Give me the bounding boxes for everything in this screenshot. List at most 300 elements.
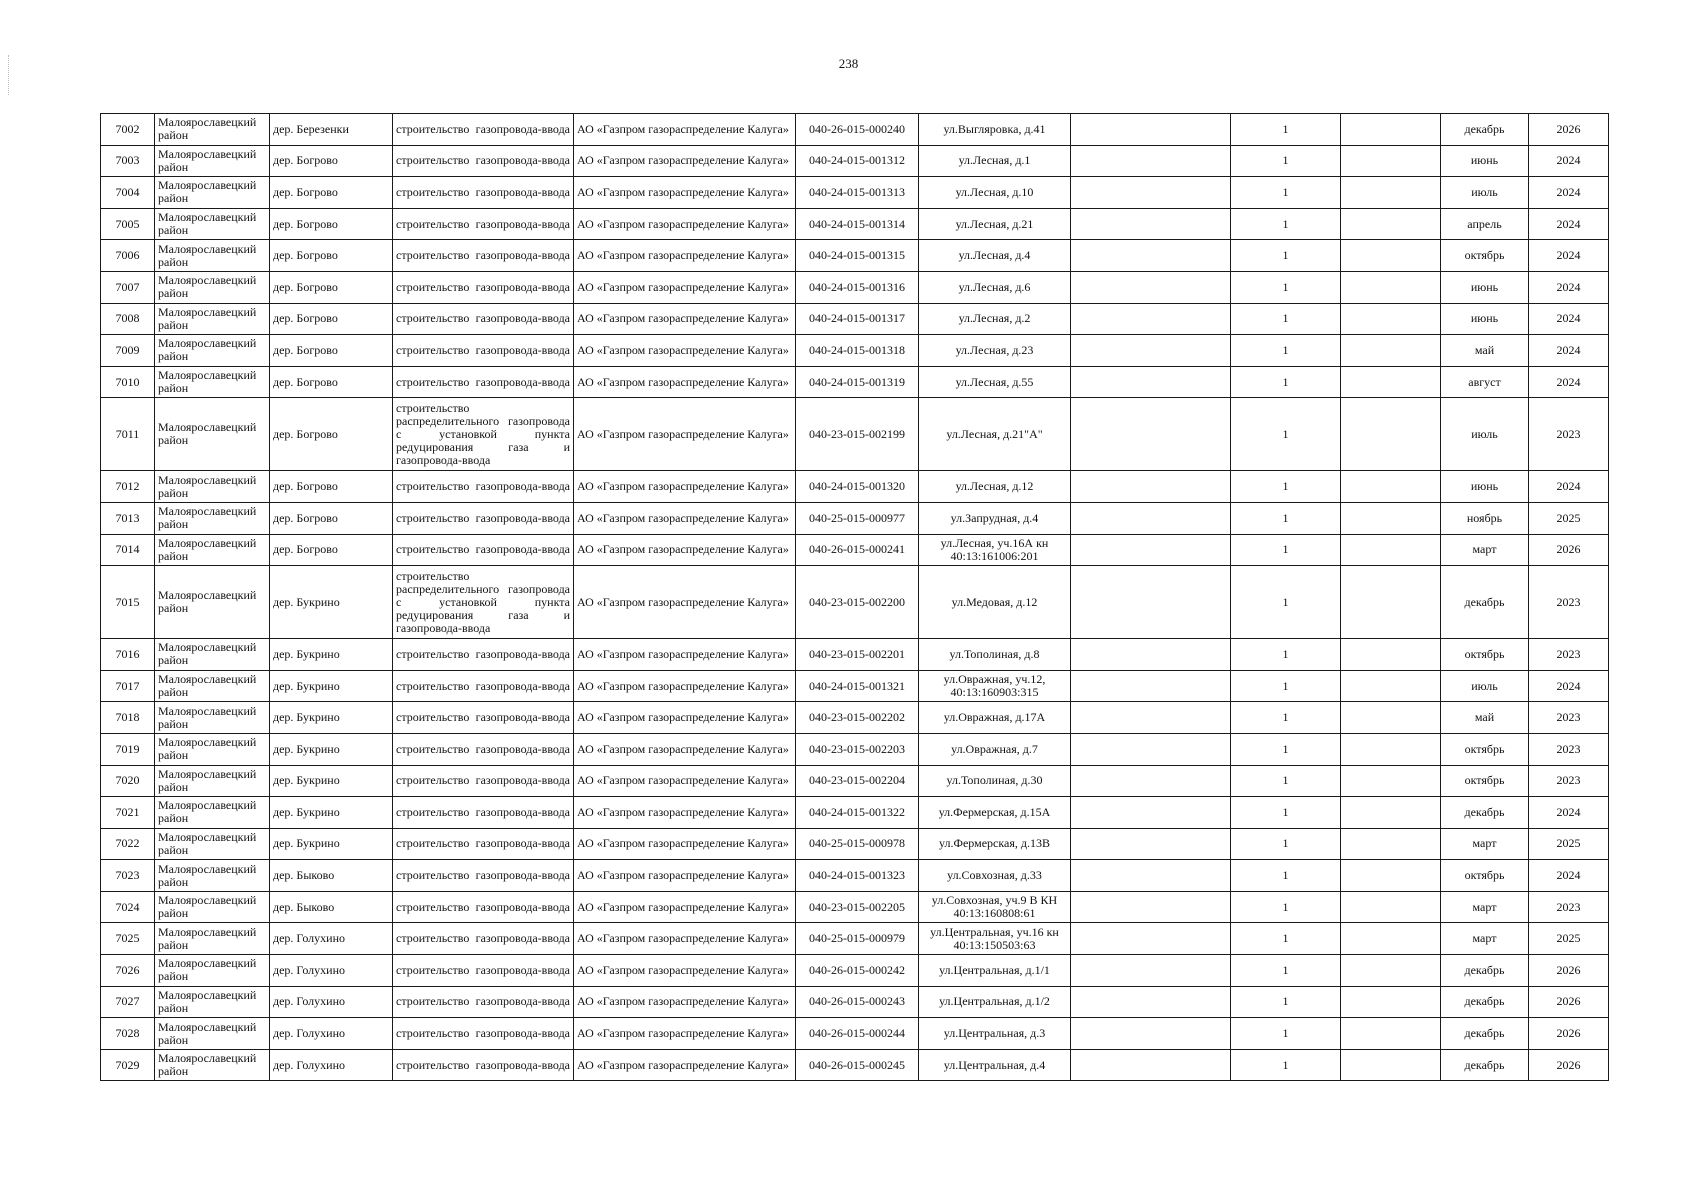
month-cell: июль — [1441, 177, 1529, 209]
village-cell: дер. Голухино — [270, 1018, 393, 1050]
row-number: 7022 — [101, 828, 155, 860]
object-code-cell: 040-24-015-001318 — [796, 335, 919, 367]
work-type-cell: строительство газопровода-ввода — [393, 145, 574, 177]
address-cell: ул.Лесная, д.55 — [919, 366, 1071, 398]
address-cell: ул.Центральная, д.3 — [919, 1018, 1071, 1050]
empty-cell — [1341, 471, 1441, 503]
address-cell: ул.Совхозная, уч.9 В КН 40:13:160808:61 — [919, 891, 1071, 923]
empty-cell — [1341, 733, 1441, 765]
object-code-cell: 040-26-015-000245 — [796, 1049, 919, 1081]
table-row — [101, 923, 1609, 955]
district-cell: Малоярославецкий район — [155, 702, 270, 734]
month-cell: июнь — [1441, 303, 1529, 335]
organization-cell: АО «Газпром газораспределение Калуга» — [574, 208, 796, 240]
village-cell: дер. Богрово — [270, 208, 393, 240]
village-cell: дер. Быково — [270, 891, 393, 923]
organization-cell: АО «Газпром газораспределение Калуга» — [574, 303, 796, 335]
organization-cell: АО «Газпром газораспределение Калуга» — [574, 534, 796, 566]
quantity-cell: 1 — [1231, 1018, 1341, 1050]
work-type-cell: строительство распределительного газопровода с установкой пункта редуцирования газа и газопровода-ввода — [393, 566, 574, 639]
organization-cell: АО «Газпром газораспределение Калуга» — [574, 955, 796, 987]
empty-cell — [1071, 145, 1231, 177]
month-cell: июнь — [1441, 145, 1529, 177]
month-cell: июль — [1441, 670, 1529, 702]
row-number: 7012 — [101, 471, 155, 503]
month-cell: октябрь — [1441, 860, 1529, 892]
district-cell: Малоярославецкий район — [155, 765, 270, 797]
district-cell: Малоярославецкий район — [155, 271, 270, 303]
village-cell: дер. Букрино — [270, 828, 393, 860]
district-cell: Малоярославецкий район — [155, 366, 270, 398]
work-type-cell: строительство газопровода-ввода — [393, 860, 574, 892]
object-code-cell: 040-23-015-002205 — [796, 891, 919, 923]
work-type-cell: строительство газопровода-ввода — [393, 670, 574, 702]
work-type-cell: строительство газопровода-ввода — [393, 335, 574, 367]
empty-cell — [1071, 177, 1231, 209]
quantity-cell: 1 — [1231, 335, 1341, 367]
district-cell: Малоярославецкий район — [155, 145, 270, 177]
district-cell: Малоярославецкий район — [155, 828, 270, 860]
empty-cell — [1071, 471, 1231, 503]
address-cell: ул.Медовая, д.12 — [919, 566, 1071, 639]
table-row — [101, 303, 1609, 335]
empty-cell — [1341, 240, 1441, 272]
object-code-cell: 040-24-015-001313 — [796, 177, 919, 209]
work-type-cell: строительство газопровода-ввода — [393, 303, 574, 335]
work-type-cell: строительство газопровода-ввода — [393, 471, 574, 503]
village-cell: дер. Букрино — [270, 670, 393, 702]
row-number: 7020 — [101, 765, 155, 797]
address-cell: ул.Центральная, д.1/1 — [919, 955, 1071, 987]
table-row — [101, 955, 1609, 987]
year-cell: 2024 — [1529, 860, 1609, 892]
address-cell: ул.Тополиная, д.8 — [919, 639, 1071, 671]
quantity-cell: 1 — [1231, 860, 1341, 892]
year-cell: 2023 — [1529, 639, 1609, 671]
quantity-cell: 1 — [1231, 303, 1341, 335]
table-row — [101, 639, 1609, 671]
year-cell: 2024 — [1529, 471, 1609, 503]
empty-cell — [1071, 208, 1231, 240]
page-number: 238 — [838, 56, 859, 71]
year-cell: 2024 — [1529, 797, 1609, 829]
district-cell: Малоярославецкий район — [155, 639, 270, 671]
organization-cell: АО «Газпром газораспределение Калуга» — [574, 114, 796, 146]
address-cell: ул.Лесная, д.12 — [919, 471, 1071, 503]
month-cell: ноябрь — [1441, 502, 1529, 534]
empty-cell — [1341, 923, 1441, 955]
table-row — [101, 702, 1609, 734]
object-code-cell: 040-24-015-001314 — [796, 208, 919, 240]
empty-cell — [1071, 955, 1231, 987]
village-cell: дер. Букрино — [270, 733, 393, 765]
village-cell: дер. Букрино — [270, 765, 393, 797]
table-row — [101, 566, 1609, 639]
row-number: 7013 — [101, 502, 155, 534]
object-code-cell: 040-24-015-001319 — [796, 366, 919, 398]
address-cell: ул.Овражная, д.17А — [919, 702, 1071, 734]
empty-cell — [1071, 639, 1231, 671]
work-type-cell: строительство газопровода-ввода — [393, 534, 574, 566]
quantity-cell: 1 — [1231, 702, 1341, 734]
work-type-cell: строительство газопровода-ввода — [393, 366, 574, 398]
object-code-cell: 040-23-015-002199 — [796, 398, 919, 471]
table-row — [101, 114, 1609, 146]
empty-cell — [1341, 860, 1441, 892]
object-code-cell: 040-26-015-000241 — [796, 534, 919, 566]
work-type-cell: строительство газопровода-ввода — [393, 639, 574, 671]
village-cell: дер. Богрово — [270, 177, 393, 209]
table-row — [101, 240, 1609, 272]
empty-cell — [1341, 828, 1441, 860]
village-cell: дер. Голухино — [270, 1049, 393, 1081]
organization-cell: АО «Газпром газораспределение Калуга» — [574, 1018, 796, 1050]
district-cell: Малоярославецкий район — [155, 335, 270, 367]
quantity-cell: 1 — [1231, 670, 1341, 702]
empty-cell — [1071, 733, 1231, 765]
empty-cell — [1071, 828, 1231, 860]
empty-cell — [1071, 1049, 1231, 1081]
organization-cell: АО «Газпром газораспределение Калуга» — [574, 335, 796, 367]
year-cell: 2024 — [1529, 240, 1609, 272]
empty-cell — [1341, 566, 1441, 639]
month-cell: декабрь — [1441, 955, 1529, 987]
row-number: 7016 — [101, 639, 155, 671]
table-row — [101, 860, 1609, 892]
village-cell: дер. Березенки — [270, 114, 393, 146]
empty-cell — [1341, 797, 1441, 829]
work-type-cell: строительство газопровода-ввода — [393, 986, 574, 1018]
empty-cell — [1341, 366, 1441, 398]
work-type-cell: строительство газопровода-ввода — [393, 955, 574, 987]
table-row — [101, 177, 1609, 209]
quantity-cell: 1 — [1231, 828, 1341, 860]
empty-cell — [1071, 1018, 1231, 1050]
address-cell: ул.Овражная, уч.12, 40:13:160903:315 — [919, 670, 1071, 702]
empty-cell — [1341, 765, 1441, 797]
district-cell: Малоярославецкий район — [155, 1049, 270, 1081]
row-number: 7017 — [101, 670, 155, 702]
object-code-cell: 040-24-015-001322 — [796, 797, 919, 829]
month-cell: декабрь — [1441, 986, 1529, 1018]
table-row — [101, 398, 1609, 471]
village-cell: дер. Богрово — [270, 271, 393, 303]
table-row — [101, 797, 1609, 829]
work-type-cell: строительство газопровода-ввода — [393, 702, 574, 734]
empty-cell — [1341, 534, 1441, 566]
table-row — [101, 471, 1609, 503]
month-cell: декабрь — [1441, 114, 1529, 146]
month-cell: октябрь — [1441, 639, 1529, 671]
empty-cell — [1071, 765, 1231, 797]
empty-cell — [1341, 145, 1441, 177]
work-type-cell: строительство газопровода-ввода — [393, 1018, 574, 1050]
quantity-cell: 1 — [1231, 955, 1341, 987]
organization-cell: АО «Газпром газораспределение Калуга» — [574, 240, 796, 272]
table-row — [101, 271, 1609, 303]
row-number: 7023 — [101, 860, 155, 892]
empty-cell — [1071, 366, 1231, 398]
quantity-cell: 1 — [1231, 534, 1341, 566]
empty-cell — [1071, 986, 1231, 1018]
month-cell: июнь — [1441, 471, 1529, 503]
row-number: 7006 — [101, 240, 155, 272]
work-type-cell: строительство газопровода-ввода — [393, 733, 574, 765]
district-cell: Малоярославецкий район — [155, 566, 270, 639]
year-cell: 2026 — [1529, 1049, 1609, 1081]
object-code-cell: 040-24-015-001323 — [796, 860, 919, 892]
month-cell: декабрь — [1441, 1018, 1529, 1050]
quantity-cell: 1 — [1231, 177, 1341, 209]
year-cell: 2024 — [1529, 208, 1609, 240]
village-cell: дер. Голухино — [270, 923, 393, 955]
quantity-cell: 1 — [1231, 502, 1341, 534]
table-row — [101, 670, 1609, 702]
organization-cell: АО «Газпром газораспределение Калуга» — [574, 398, 796, 471]
month-cell: март — [1441, 828, 1529, 860]
year-cell: 2024 — [1529, 177, 1609, 209]
organization-cell: АО «Газпром газораспределение Калуга» — [574, 702, 796, 734]
empty-cell — [1341, 639, 1441, 671]
organization-cell: АО «Газпром газораспределение Калуга» — [574, 891, 796, 923]
month-cell: март — [1441, 923, 1529, 955]
district-cell: Малоярославецкий район — [155, 208, 270, 240]
quantity-cell: 1 — [1231, 366, 1341, 398]
village-cell: дер. Богрово — [270, 471, 393, 503]
village-cell: дер. Богрово — [270, 335, 393, 367]
organization-cell: АО «Газпром газораспределение Калуга» — [574, 471, 796, 503]
row-number: 7007 — [101, 271, 155, 303]
table-row — [101, 1049, 1609, 1081]
object-code-cell: 040-25-015-000977 — [796, 502, 919, 534]
empty-cell — [1071, 502, 1231, 534]
address-cell: ул.Выгляровка, д.41 — [919, 114, 1071, 146]
empty-cell — [1071, 303, 1231, 335]
empty-cell — [1341, 502, 1441, 534]
empty-cell — [1071, 114, 1231, 146]
quantity-cell: 1 — [1231, 240, 1341, 272]
address-cell: ул.Лесная, уч.16А кн 40:13:161006:201 — [919, 534, 1071, 566]
work-type-cell: строительство газопровода-ввода — [393, 828, 574, 860]
organization-cell: АО «Газпром газораспределение Калуга» — [574, 271, 796, 303]
row-number: 7005 — [101, 208, 155, 240]
row-number: 7024 — [101, 891, 155, 923]
table-row — [101, 534, 1609, 566]
address-cell: ул.Фермерская, д.13В — [919, 828, 1071, 860]
village-cell: дер. Богрово — [270, 366, 393, 398]
year-cell: 2026 — [1529, 986, 1609, 1018]
empty-cell — [1071, 702, 1231, 734]
work-type-cell: строительство газопровода-ввода — [393, 271, 574, 303]
address-cell: ул.Совхозная, д.33 — [919, 860, 1071, 892]
object-code-cell: 040-23-015-002200 — [796, 566, 919, 639]
village-cell: дер. Богрово — [270, 145, 393, 177]
district-cell: Малоярославецкий район — [155, 114, 270, 146]
quantity-cell: 1 — [1231, 733, 1341, 765]
address-cell: ул.Запрудная, д.4 — [919, 502, 1071, 534]
table-row — [101, 765, 1609, 797]
quantity-cell: 1 — [1231, 765, 1341, 797]
organization-cell: АО «Газпром газораспределение Калуга» — [574, 797, 796, 829]
empty-cell — [1071, 240, 1231, 272]
month-cell: октябрь — [1441, 240, 1529, 272]
year-cell: 2024 — [1529, 335, 1609, 367]
object-code-cell: 040-25-015-000979 — [796, 923, 919, 955]
empty-cell — [1071, 534, 1231, 566]
quantity-cell: 1 — [1231, 471, 1341, 503]
row-number: 7014 — [101, 534, 155, 566]
district-cell: Малоярославецкий район — [155, 534, 270, 566]
empty-cell — [1071, 891, 1231, 923]
empty-cell — [1341, 986, 1441, 1018]
address-cell: ул.Центральная, уч.16 кн 40:13:150503:63 — [919, 923, 1071, 955]
district-cell: Малоярославецкий район — [155, 240, 270, 272]
month-cell: декабрь — [1441, 797, 1529, 829]
year-cell: 2025 — [1529, 828, 1609, 860]
organization-cell: АО «Газпром газораспределение Калуга» — [574, 177, 796, 209]
row-number: 7018 — [101, 702, 155, 734]
year-cell: 2023 — [1529, 765, 1609, 797]
village-cell: дер. Голухино — [270, 986, 393, 1018]
row-number: 7021 — [101, 797, 155, 829]
empty-cell — [1071, 923, 1231, 955]
row-number: 7009 — [101, 335, 155, 367]
organization-cell: АО «Газпром газораспределение Калуга» — [574, 860, 796, 892]
empty-cell — [1341, 271, 1441, 303]
year-cell: 2025 — [1529, 502, 1609, 534]
work-type-cell: строительство газопровода-ввода — [393, 177, 574, 209]
empty-cell — [1341, 1018, 1441, 1050]
empty-cell — [1071, 335, 1231, 367]
year-cell: 2026 — [1529, 534, 1609, 566]
quantity-cell: 1 — [1231, 797, 1341, 829]
district-cell: Малоярославецкий район — [155, 1018, 270, 1050]
organization-cell: АО «Газпром газораспределение Калуга» — [574, 986, 796, 1018]
work-type-cell: строительство газопровода-ввода — [393, 923, 574, 955]
object-code-cell: 040-24-015-001316 — [796, 271, 919, 303]
object-code-cell: 040-23-015-002201 — [796, 639, 919, 671]
year-cell: 2023 — [1529, 891, 1609, 923]
month-cell: май — [1441, 702, 1529, 734]
month-cell: март — [1441, 891, 1529, 923]
quantity-cell: 1 — [1231, 566, 1341, 639]
month-cell: октябрь — [1441, 733, 1529, 765]
work-type-cell: строительство газопровода-ввода — [393, 797, 574, 829]
row-number: 7010 — [101, 366, 155, 398]
quantity-cell: 1 — [1231, 986, 1341, 1018]
empty-cell — [1071, 271, 1231, 303]
quantity-cell: 1 — [1231, 271, 1341, 303]
organization-cell: АО «Газпром газораспределение Калуга» — [574, 670, 796, 702]
quantity-cell: 1 — [1231, 114, 1341, 146]
year-cell: 2023 — [1529, 702, 1609, 734]
village-cell: дер. Быково — [270, 860, 393, 892]
row-number: 7002 — [101, 114, 155, 146]
district-cell: Малоярославецкий район — [155, 797, 270, 829]
month-cell: октябрь — [1441, 765, 1529, 797]
address-cell: ул.Лесная, д.21"А" — [919, 398, 1071, 471]
year-cell: 2024 — [1529, 271, 1609, 303]
organization-cell: АО «Газпром газораспределение Калуга» — [574, 765, 796, 797]
village-cell: дер. Богрово — [270, 534, 393, 566]
work-type-cell: строительство газопровода-ввода — [393, 765, 574, 797]
row-number: 7026 — [101, 955, 155, 987]
village-cell: дер. Голухино — [270, 955, 393, 987]
registry-table — [100, 113, 1609, 1081]
object-code-cell: 040-26-015-000242 — [796, 955, 919, 987]
object-code-cell: 040-24-015-001312 — [796, 145, 919, 177]
object-code-cell: 040-24-015-001320 — [796, 471, 919, 503]
address-cell: ул.Лесная, д.23 — [919, 335, 1071, 367]
address-cell: ул.Лесная, д.10 — [919, 177, 1071, 209]
district-cell: Малоярославецкий район — [155, 891, 270, 923]
table-row — [101, 733, 1609, 765]
work-type-cell: строительство распределительного газопровода с установкой пункта редуцирования газа и газопровода-ввода — [393, 398, 574, 471]
object-code-cell: 040-24-015-001317 — [796, 303, 919, 335]
village-cell: дер. Букрино — [270, 702, 393, 734]
district-cell: Малоярославецкий район — [155, 398, 270, 471]
table-row — [101, 891, 1609, 923]
table-row — [101, 366, 1609, 398]
quantity-cell: 1 — [1231, 639, 1341, 671]
table-row — [101, 828, 1609, 860]
organization-cell: АО «Газпром газораспределение Калуга» — [574, 145, 796, 177]
object-code-cell: 040-24-015-001315 — [796, 240, 919, 272]
object-code-cell: 040-23-015-002204 — [796, 765, 919, 797]
district-cell: Малоярославецкий район — [155, 923, 270, 955]
year-cell: 2024 — [1529, 145, 1609, 177]
table-row — [101, 502, 1609, 534]
organization-cell: АО «Газпром газораспределение Калуга» — [574, 923, 796, 955]
work-type-cell: строительство газопровода-ввода — [393, 1049, 574, 1081]
quantity-cell: 1 — [1231, 923, 1341, 955]
year-cell: 2023 — [1529, 398, 1609, 471]
row-number: 7015 — [101, 566, 155, 639]
empty-cell — [1341, 114, 1441, 146]
row-number: 7008 — [101, 303, 155, 335]
row-number: 7011 — [101, 398, 155, 471]
address-cell: ул.Тополиная, д.30 — [919, 765, 1071, 797]
empty-cell — [1341, 303, 1441, 335]
address-cell: ул.Овражная, д.7 — [919, 733, 1071, 765]
empty-cell — [1071, 566, 1231, 639]
row-number: 7025 — [101, 923, 155, 955]
work-type-cell: строительство газопровода-ввода — [393, 114, 574, 146]
row-number: 7019 — [101, 733, 155, 765]
address-cell: ул.Лесная, д.4 — [919, 240, 1071, 272]
year-cell: 2024 — [1529, 366, 1609, 398]
organization-cell: АО «Газпром газораспределение Калуга» — [574, 828, 796, 860]
work-type-cell: строительство газопровода-ввода — [393, 240, 574, 272]
object-code-cell: 040-26-015-000244 — [796, 1018, 919, 1050]
district-cell: Малоярославецкий район — [155, 860, 270, 892]
district-cell: Малоярославецкий район — [155, 733, 270, 765]
year-cell: 2023 — [1529, 733, 1609, 765]
address-cell: ул.Лесная, д.21 — [919, 208, 1071, 240]
empty-cell — [1071, 670, 1231, 702]
year-cell: 2026 — [1529, 1018, 1609, 1050]
table-row — [101, 145, 1609, 177]
month-cell: май — [1441, 335, 1529, 367]
month-cell: декабрь — [1441, 566, 1529, 639]
table-row — [101, 1018, 1609, 1050]
month-cell: июль — [1441, 398, 1529, 471]
organization-cell: АО «Газпром газораспределение Калуга» — [574, 366, 796, 398]
quantity-cell: 1 — [1231, 398, 1341, 471]
year-cell: 2026 — [1529, 114, 1609, 146]
row-number: 7003 — [101, 145, 155, 177]
empty-cell — [1341, 955, 1441, 987]
